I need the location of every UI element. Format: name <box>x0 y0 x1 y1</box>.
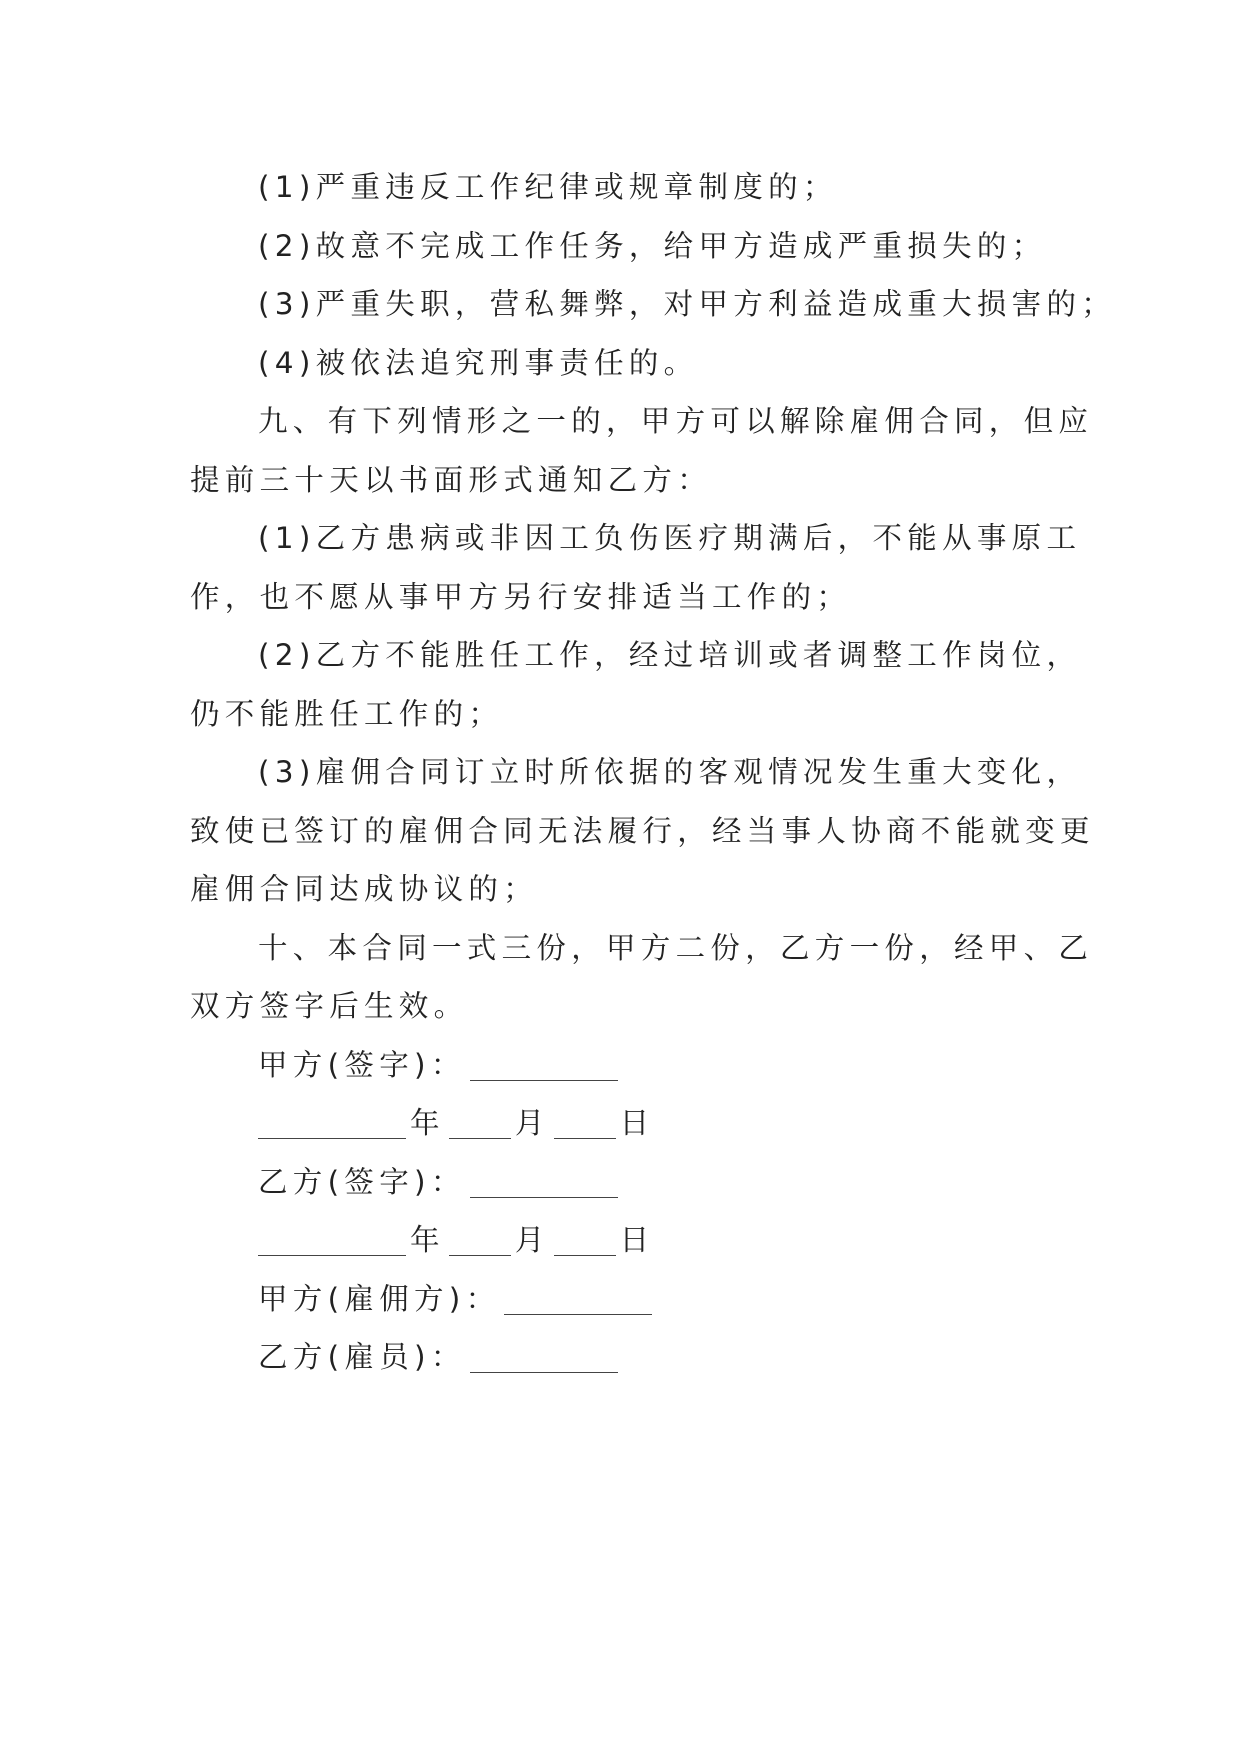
section-nine-item-3-line-1: (3)雇佣合同订立时所依据的客观情况发生重大变化， <box>258 755 1082 789</box>
section-nine-line-2: 提前三十天以书面形式通知乙方： <box>190 462 713 497</box>
party-b-date-row <box>190 1211 1058 1270</box>
party-a-employer-blank[interactable] <box>504 1284 652 1315</box>
party-b-employee-row <box>190 1328 1058 1387</box>
party-b-month-blank[interactable] <box>449 1225 511 1256</box>
section-ten-line-2: 双方签字后生效。 <box>190 989 469 1023</box>
party-a-signature-blank[interactable] <box>470 1050 618 1081</box>
section-nine-line-1: 九、有下列情形之一的，甲方可以解除雇佣合同，但应 <box>258 404 1094 438</box>
document-body <box>190 158 1117 1387</box>
party-b-signature-label: 乙方(签字)： <box>258 1164 466 1199</box>
section-nine-item-1-line-1: (1)乙方患病或非因工负伤医疗期满后，不能从事原工 <box>258 521 1082 555</box>
section-nine-item-3-line-3: 雇佣合同达成协议的； <box>190 872 539 906</box>
party-a-employer-label: 甲方(雇佣方)： <box>258 1281 501 1316</box>
section-ten-line-1: 十、本合同一式三份，甲方二份，乙方一份，经甲、乙 <box>258 930 1094 965</box>
party-a-month-blank[interactable] <box>449 1108 511 1139</box>
party-b-signature-row <box>190 1153 1058 1212</box>
clause-item-4: (4)被依法追究刑事责任的。 <box>258 345 699 380</box>
month-label: 月 <box>514 1106 550 1140</box>
party-a-employer-row <box>190 1270 1058 1329</box>
party-b-employee-blank[interactable] <box>470 1342 618 1373</box>
party-a-year-blank[interactable] <box>258 1108 406 1139</box>
day-label: 日 <box>619 1106 655 1140</box>
party-b-signature-blank[interactable] <box>470 1167 618 1198</box>
party-a-day-blank[interactable] <box>554 1108 616 1139</box>
party-a-signature-label: 甲方(签字)： <box>258 1047 466 1082</box>
section-nine-item-2-line-1: (2)乙方不能胜任工作，经过培训或者调整工作岗位， <box>258 638 1082 672</box>
year-label: 年 <box>410 1106 445 1140</box>
section-nine-item-1-line-2: 作，也不愿从事甲方另行安排适当工作的； <box>190 579 852 614</box>
day-label: 日 <box>619 1223 655 1257</box>
party-b-year-blank[interactable] <box>258 1225 406 1256</box>
clause-item-1: (1)严重违反工作纪律或规章制度的； <box>258 170 838 204</box>
party-a-date-row <box>190 1094 1058 1153</box>
month-label: 月 <box>514 1223 550 1257</box>
party-a-signature-row <box>190 1036 1058 1095</box>
year-label: 年 <box>410 1223 445 1257</box>
section-nine-item-3-line-2: 致使已签订的雇佣合同无法履行，经当事人协商不能就变更 <box>190 813 1095 848</box>
clause-item-3: (3)严重失职，营私舞弊，对甲方利益造成重大损害的； <box>258 287 1117 321</box>
party-b-employee-label: 乙方(雇员)： <box>258 1340 466 1374</box>
clause-item-2: (2)故意不完成工作任务，给甲方造成严重损失的； <box>258 228 1047 263</box>
section-nine-item-2-line-2: 仍不能胜任工作的； <box>190 696 504 731</box>
party-b-day-blank[interactable] <box>554 1225 616 1256</box>
